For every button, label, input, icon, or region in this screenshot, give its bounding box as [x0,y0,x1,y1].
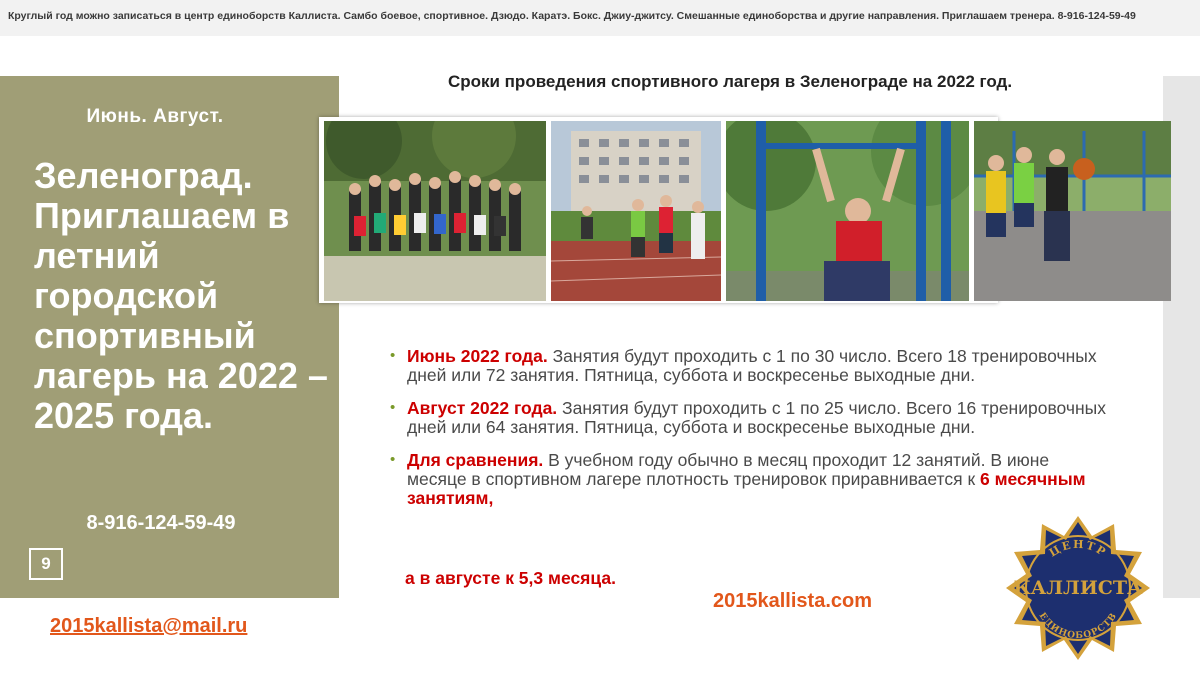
paragraph-august [390,399,1110,437]
photo-running-track [551,121,721,301]
slide-title: Сроки проведения спортивного лагеря в Зеленограде на 2022 год. [447,72,1013,91]
photo-basketball [974,121,1171,301]
august-text: Занятия будут проходить с 1 по 25 число. Всего 16 тренировочных дней или 64 занятия. Пятница, суббота и воскресенье выходные дни. [407,398,1107,437]
left-panel [0,76,339,598]
logo-name: КАЛЛИСТА [1013,577,1143,599]
comparison-lead: Для сравнения. [407,450,544,470]
comparison-highlight: 6 месячным занятиям, [407,469,1086,508]
june-text: Занятия будут проходить с 1 по 30 число. Всего 18 тренировочных дней или 72 занятия. Пятница, суббота и воскресенье выходные дни. [407,346,1097,385]
headline: Зеленоград. Приглашаем в летний городской спортивный лагерь на 2022 – 2025 года. [34,155,328,436]
kallista-logo [1004,514,1152,662]
photo-pull-ups [726,121,969,301]
logo-bottom-text: ЕДИНОБОРСТВ [1036,611,1120,642]
paragraph-comparison [390,451,1110,508]
top-banner-text: Круглый год можно записаться в центр единоборств Каллиста. Самбо боевое, спортивное. Дзюдо. Каратэ. Бокс. Джиу-джитсу. Смешанные единоборства и другие направления. Приглашаем тренера. 8-916-124-59-49 [8,10,1136,22]
june-lead: Июнь 2022 года. [407,346,548,366]
photo-strip [319,117,998,303]
website-link[interactable]: 2015kallista.com [713,590,872,612]
bullet-dot-icon: • [390,451,396,468]
schedule-content [390,347,1110,522]
bullet-dot-icon: • [390,399,396,416]
logo-top-text: ЦЕНТР [1046,537,1110,560]
comparison-text: В учебном году обычно в месяц проходит 12 занятий. В июне месяце в спортивном лагере плотность тренировок приравнивается к [407,450,1050,489]
august-lead: Август 2022 года. [407,398,558,418]
bullet-dot-icon: • [390,347,396,364]
top-banner [0,0,1200,36]
paragraph-june [390,347,1110,385]
months-label: Июнь. Август. [86,106,224,127]
email-link[interactable]: 2015kallista@mail.ru [50,615,248,637]
august-comparison-line: а в августе к 5,3 месяца. [405,568,616,588]
phone-number: 8-916-124-59-49 [86,512,236,534]
page-number: 9 [29,548,63,580]
photo-group-park [324,121,546,301]
